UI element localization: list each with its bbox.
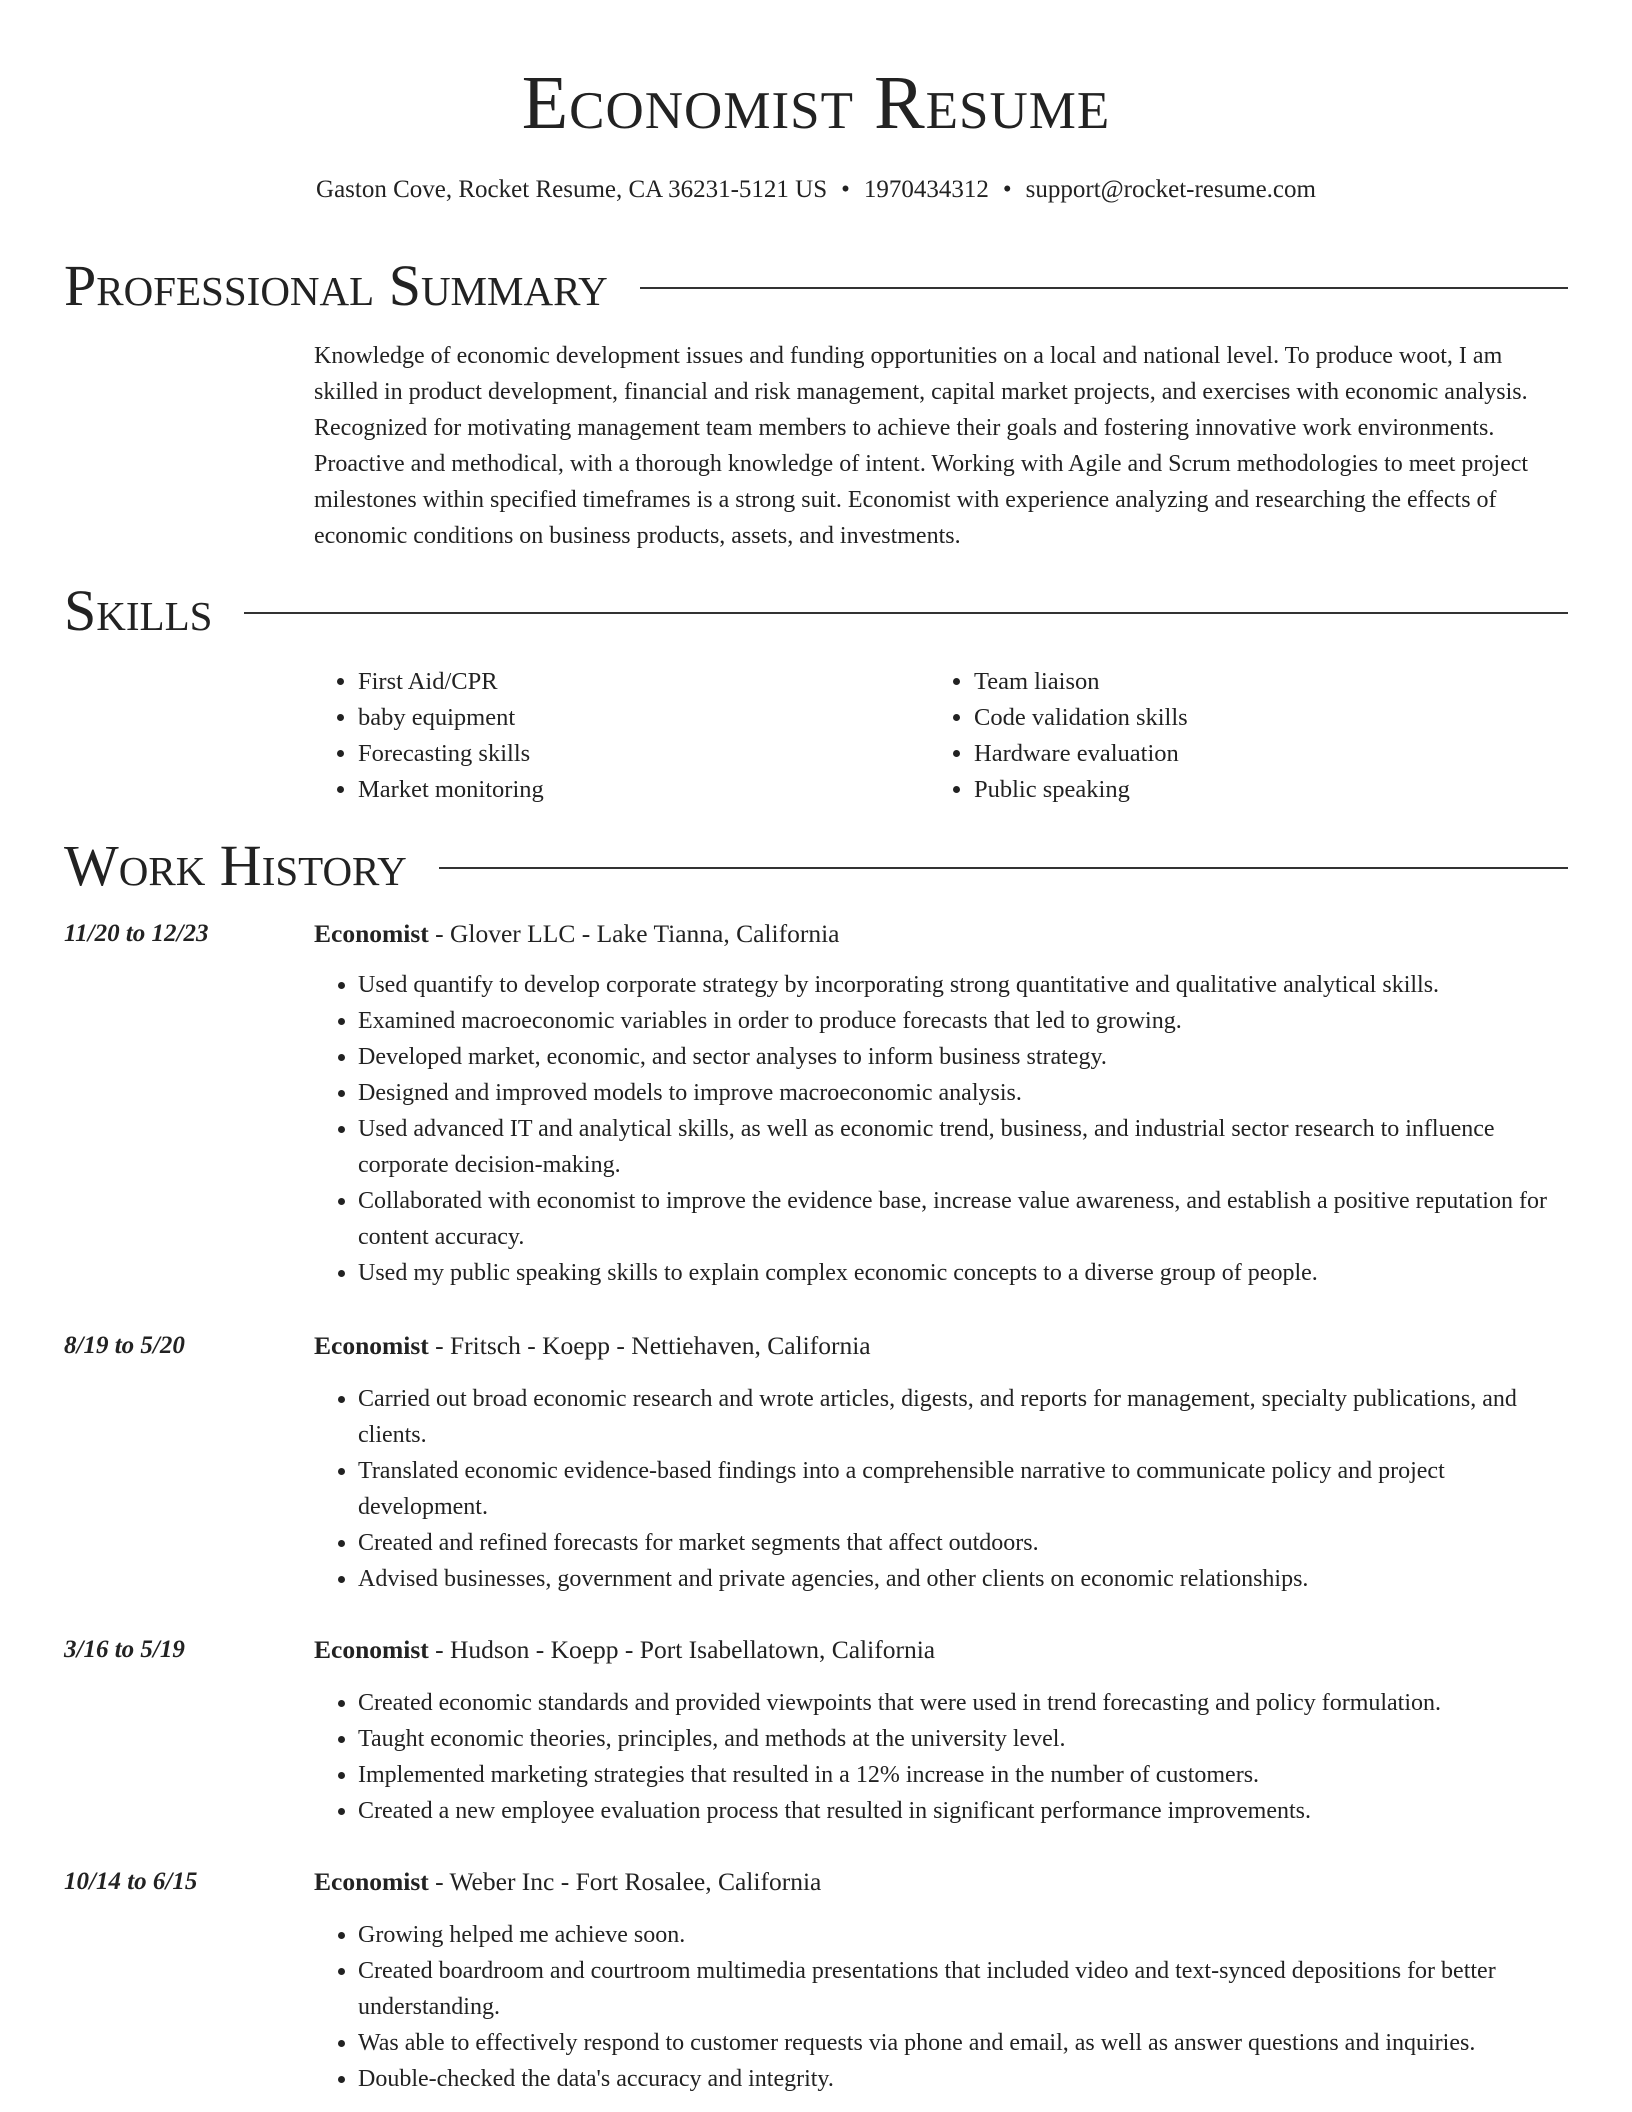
- job-title-line: [314, 1864, 821, 1900]
- contact-line: [0, 172, 1632, 208]
- job-bullet: • Examined macroeconomic variables in order to produce forecasts that led to growing.: [358, 1003, 1568, 1039]
- work-section-header: [64, 833, 1568, 899]
- job-employer: - Hudson - Koepp - Port Isabellatown, California: [428, 1635, 936, 1664]
- job-dates: 11/20 to 12/23: [64, 920, 209, 947]
- job-bullet: • Created economic standards and provided viewpoints that were used in trend forecasting and policy formulation.: [358, 1685, 1568, 1721]
- work-heading: Work History: [64, 833, 407, 898]
- job-bullet: • Used quantify to develop corporate strategy by incorporating strong quantitative and qualitative analytical skills.: [358, 967, 1568, 1003]
- job-role: Economist: [314, 1635, 429, 1664]
- job-bullet: • Created boardroom and courtroom multimedia presentations that included video and text-synced depositions for better understanding.: [358, 1953, 1568, 2025]
- job-bullet-list: [314, 1917, 1568, 2097]
- job-bullet: • Double-checked the data's accuracy and integrity.: [358, 2061, 1568, 2097]
- contact-address: Gaston Cove, Rocket Resume, CA 36231-5121 US: [316, 176, 828, 203]
- skills-heading: Skills: [64, 578, 213, 643]
- job-bullet: • Used advanced IT and analytical skills, as well as economic trend, business, and industrial sector research to influence corporate decision-making.: [358, 1111, 1568, 1183]
- skills-section-header: [64, 578, 1568, 644]
- job-dates: 10/14 to 6/15: [64, 1868, 198, 1895]
- job-bullet-list: [314, 1685, 1568, 1829]
- job-bullet-list: [314, 1381, 1568, 1597]
- job-role: Economist: [314, 919, 429, 948]
- job-title-line: [314, 916, 840, 952]
- section-divider: [640, 287, 1568, 289]
- skills-list-left: [314, 664, 918, 808]
- resume-title: Economist Resume: [521, 61, 1111, 145]
- skills-list-right: [930, 664, 1574, 808]
- contact-separator: •: [1002, 176, 1012, 203]
- job-bullet: • Created a new employee evaluation process that resulted in significant performance improvements.: [358, 1793, 1568, 1829]
- job-title-line: [314, 1328, 871, 1364]
- skill-item: • First Aid/CPR: [358, 664, 918, 700]
- job-bullet: • Taught economic theories, principles, and methods at the university level.: [358, 1721, 1568, 1757]
- skill-item: • baby equipment: [358, 700, 918, 736]
- skill-item: • Forecasting skills: [358, 736, 918, 772]
- job-bullet: • Collaborated with economist to improve the evidence base, increase value awareness, and establish a positive reputation for content accuracy.: [358, 1183, 1568, 1255]
- job-bullet: • Implemented marketing strategies that resulted in a 12% increase in the number of customers.: [358, 1757, 1568, 1793]
- section-divider: [244, 612, 1568, 614]
- skill-item: • Hardware evaluation: [974, 736, 1574, 772]
- job-bullet: • Translated economic evidence-based findings into a comprehensible narrative to communicate policy and project development.: [358, 1453, 1568, 1525]
- contact-separator: •: [841, 176, 850, 203]
- job-bullet: • Developed market, economic, and sector analyses to inform business strategy.: [358, 1039, 1568, 1075]
- job-role: Economist: [314, 1867, 429, 1896]
- skill-item: • Team liaison: [974, 664, 1574, 700]
- job-bullet: • Growing helped me achieve soon.: [358, 1917, 1568, 1953]
- job-bullet: • Was able to effectively respond to customer requests via phone and email, as well as answer questions and inquiries.: [358, 2025, 1568, 2061]
- job-bullet: • Created and refined forecasts for market segments that affect outdoors.: [358, 1525, 1568, 1561]
- job-employer: - Glover LLC - Lake Tianna, California: [428, 919, 840, 948]
- section-divider: [439, 867, 1568, 869]
- job-bullet: • Used my public speaking skills to explain complex economic concepts to a diverse group of people.: [358, 1255, 1568, 1291]
- job-employer: - Weber Inc - Fort Rosalee, California: [428, 1867, 822, 1896]
- job-role: Economist: [314, 1331, 429, 1360]
- job-employer: - Fritsch - Koepp - Nettiehaven, California: [428, 1331, 871, 1360]
- job-bullet-list: [314, 967, 1568, 1291]
- skill-item: • Market monitoring: [358, 772, 918, 808]
- job-bullet: • Advised businesses, government and private agencies, and other clients on economic relationships.: [358, 1561, 1568, 1597]
- job-dates: 8/19 to 5/20: [64, 1332, 185, 1359]
- job-bullet: • Designed and improved models to improve macroeconomic analysis.: [358, 1075, 1568, 1111]
- summary-section-header: [64, 253, 1568, 319]
- job-title-line: [314, 1632, 935, 1668]
- summary-text: Knowledge of economic development issues and funding opportunities on a local and national level. To produce woot, I am skilled in product development, financial and risk management, capital market projects, and exercises with economic analysis. Recognized for motivating management team members to achieve their goals and fostering innovative work environments. Proactive and methodical, with a thorough knowledge of intent. Working with Agile and Scrum methodologies to meet project milestones within specified timeframes is a strong suit. Economist with experience analyzing and researching the effects of economic conditions on business products, assets, and investments.: [314, 343, 1529, 549]
- skill-item: • Code validation skills: [974, 700, 1574, 736]
- summary-heading: Professional Summary: [64, 253, 608, 318]
- contact-email[interactable]: support@rocket-resume.com: [1025, 176, 1316, 203]
- job-dates: 3/16 to 5/19: [64, 1636, 185, 1663]
- job-bullet: • Carried out broad economic research and wrote articles, digests, and reports for management, specialty publications, and clients.: [358, 1381, 1568, 1453]
- skill-item: • Public speaking: [974, 772, 1574, 808]
- contact-phone: 1970434312: [863, 176, 989, 203]
